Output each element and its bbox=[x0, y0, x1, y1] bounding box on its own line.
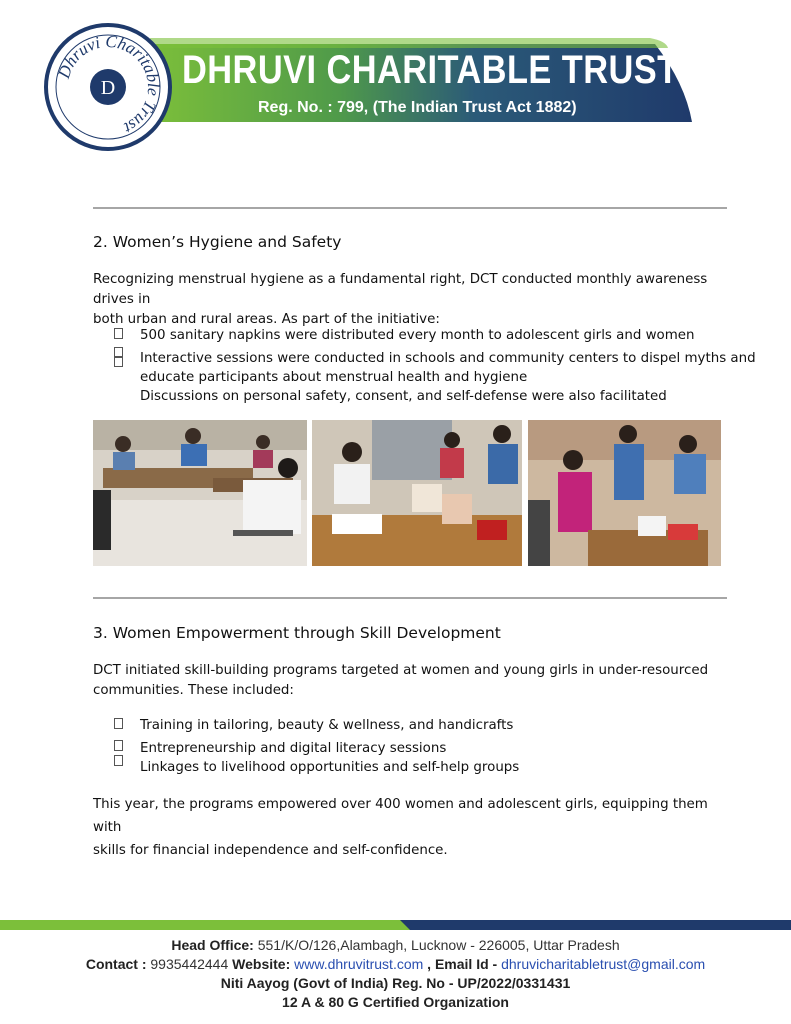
letterhead bbox=[0, 0, 791, 160]
section-heading: 2. Women’s Hygiene and Safety bbox=[93, 233, 342, 251]
contact-line bbox=[0, 956, 791, 972]
list-item: Discussions on personal safety, consent, and self-defense were also facilitated bbox=[140, 389, 667, 404]
org-title: DHRUVI CHARITABLE TRUST bbox=[182, 48, 679, 92]
intro-line: both urban and rural areas. As part of the initiative: bbox=[93, 312, 440, 327]
website-link[interactable]: www.dhruvitrust.com bbox=[294, 956, 424, 972]
intro-line: DCT initiated skill-building programs targeted at women and young girls in under-resourced bbox=[93, 663, 709, 678]
bullet-icon bbox=[114, 718, 123, 729]
certification-text: 12 A & 80 G Certified Organization bbox=[282, 994, 509, 1010]
list-item: 500 sanitary napkins were distributed every month to adolescent girls and women bbox=[140, 328, 695, 343]
footer-stripe bbox=[0, 920, 791, 930]
section-heading: 3. Women Empowerment through Skill Development bbox=[93, 624, 501, 642]
svg-text:Dhruvi Charitable Trust: Dhruvi Charitable Trust bbox=[54, 31, 164, 138]
website-label: Website: bbox=[232, 956, 295, 972]
section-divider bbox=[93, 207, 727, 209]
list-item: Interactive sessions were conducted in schools and community centers to dispel myths and bbox=[140, 351, 756, 366]
women-receiving-kits-photo bbox=[528, 420, 721, 566]
contact-label: Contact : bbox=[85, 956, 151, 972]
registration-number: Reg. No. : 799, (The Indian Trust Act 1882) bbox=[258, 99, 577, 116]
head-office-address: 551/K/O/126,Alambagh, Lucknow - 226005, Uttar Pradesh bbox=[253, 937, 620, 953]
email-link[interactable]: dhruvicharitabletrust@gmail.com bbox=[501, 956, 706, 972]
bullet-icon bbox=[114, 740, 123, 751]
section-outro bbox=[93, 793, 733, 862]
outro-line: This year, the programs empowered over 400 women and adolescent girls, equipping them with bbox=[93, 797, 708, 835]
list-item: Entrepreneurship and digital literacy sessions bbox=[140, 741, 447, 756]
outro-line: skills for financial independence and self-confidence. bbox=[93, 843, 448, 858]
svg-text:D: D bbox=[100, 77, 116, 99]
classroom-distribution-photo bbox=[93, 420, 307, 566]
trust-seal-logo bbox=[44, 23, 172, 151]
head-office-label: Head Office: bbox=[171, 937, 254, 953]
list-item: Training in tailoring, beauty & wellness, and handicrafts bbox=[140, 718, 514, 733]
section-divider bbox=[93, 597, 727, 599]
niti-aayog-registration: Niti Aayog (Govt of India) Reg. No - UP/2022/0331431 bbox=[220, 975, 571, 991]
section-intro bbox=[93, 661, 733, 701]
phone-number: 9935442444 bbox=[150, 956, 233, 972]
certification-line bbox=[0, 994, 791, 1010]
head-office-line bbox=[0, 937, 791, 953]
list-item: educate participants about menstrual health and hygiene bbox=[140, 370, 528, 385]
list-item: Linkages to livelihood opportunities and self-help groups bbox=[140, 760, 520, 775]
niti-aayog-line bbox=[0, 975, 791, 991]
email-label: , Email Id - bbox=[423, 956, 502, 972]
bullet-icon bbox=[114, 328, 123, 339]
intro-line: Recognizing menstrual hygiene as a fundamental right, DCT conducted monthly awareness drives in bbox=[93, 272, 708, 307]
counter-distribution-photo bbox=[312, 420, 522, 566]
intro-line: communities. These included: bbox=[93, 683, 294, 698]
section-intro bbox=[93, 270, 733, 330]
bullet-icon bbox=[114, 755, 123, 766]
bullet-icon bbox=[114, 356, 123, 367]
